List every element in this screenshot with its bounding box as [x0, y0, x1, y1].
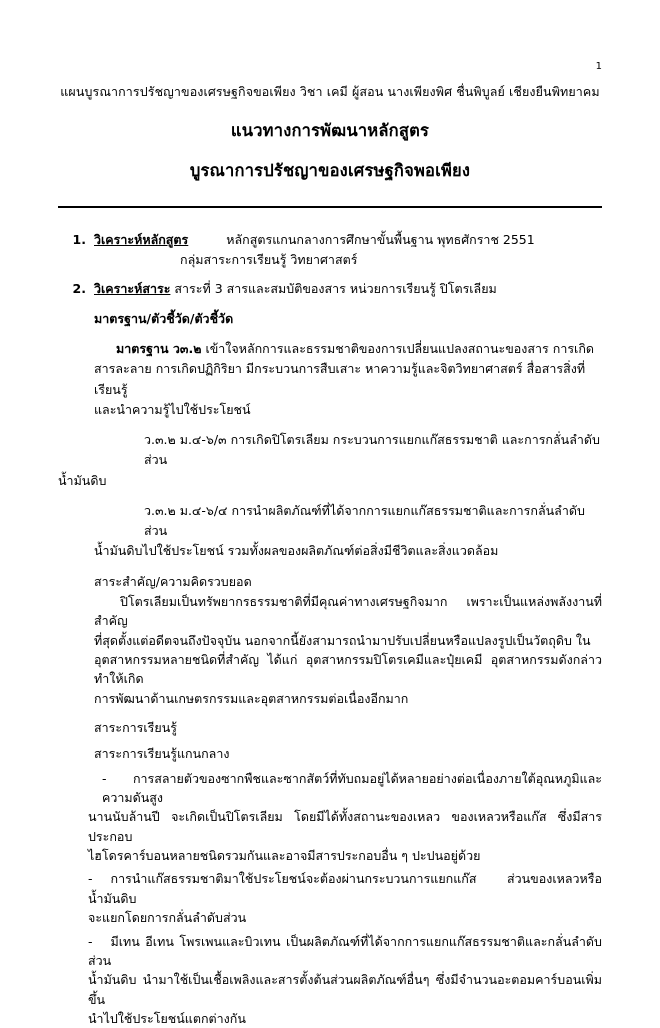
core-learning-heading: สาระการเรียนรู้แกนกลาง — [94, 744, 602, 764]
learning-heading: สาระการเรียนรู้ — [94, 718, 602, 738]
core-learning-line-3: นำไปใช้ประโยชน์แตกต่างกัน — [88, 1009, 602, 1028]
indicator-line-2: น้ำมันดิบ — [58, 471, 602, 491]
core-learning-line-1 — [88, 869, 602, 908]
core-learning-marker: - — [88, 934, 93, 949]
list-item-number: 2. — [58, 279, 94, 299]
concept-paragraph-line-4: การพัฒนาด้านเกษตรกรรมและอุตสาหกรรมต่อเนื่องอีกมาก — [94, 689, 602, 708]
indicator-line-1: การนำผลิตภัณฑ์ที่ได้จากการแยกแก๊สธรรมชาติและการกลั่นลำดับส่วน — [144, 503, 585, 538]
list-item — [88, 932, 602, 1028]
indicator-code: ว.๓.๒ ม.๔-๖/๔ — [144, 503, 228, 518]
core-learning-line-2: น้ำมันดิบ นำมาใช้เป็นเชื้อเพลิงและสารตั้งต้นส่วนผลิตภัณฑ์อื่นๆ ซึ่งมีจำนวนอะตอมคาร์บอนเพิ่มขึ้น — [88, 970, 602, 1009]
document-body — [58, 230, 602, 1028]
standard-block — [116, 339, 602, 359]
standard-label: มาตรฐาน/ตัวชี้วัด/ตัวชี้วัด — [94, 309, 602, 329]
list-item-text: สาระที่ 3 สารและสมบัติของสาร หน่วยการเรียนรู้ ปิโตรเลียม — [174, 281, 496, 296]
list-item-text: หลักสูตรแกนกลางการศึกษาขั้นพื้นฐาน พุทธศักราช 2551 — [226, 232, 534, 247]
core-learning-text: มีเทน อีเทน โพรเพนและบิวเทน เป็นผลิตภัณฑ์ที่ได้จากการแยกแก๊สธรรมชาติและกลั่นลำดับส่วน — [88, 934, 602, 968]
core-learning-marker: - — [102, 771, 107, 786]
list-item — [58, 279, 602, 299]
standard-line-2: สารละลาย การเกิดปฏิกิริยา มีกระบวนการสืบเสาะ หาความรู้และจิตวิทยาศาสตร์ สื่อสารสิ่งที่เรียนรู้ — [94, 359, 602, 400]
concept-paragraph — [94, 592, 602, 708]
indicator-block — [144, 501, 602, 542]
indicator-code: ว.๓.๒ ม.๔-๖/๓ — [144, 432, 227, 447]
core-learning-line-3: ไฮโดรคาร์บอนหลายชนิดรวมกันและอาจมีสารประกอบอื่น ๆ ปะปนอยู่ด้วย — [88, 846, 602, 865]
concept-paragraph-line-3: อุตสาหกรรมหลายชนิดที่สำคัญ ได้แก่ อุตสาหกรรมปิโตรเคมีและปุ๋ยเคมี อุตสาหกรรมดังกล่าวทำให้เกิด — [94, 650, 602, 689]
list-item — [58, 230, 602, 271]
concept-paragraph-line-1: ปิโตรเลียมเป็นทรัพยากรธรรมชาติที่มีคุณค่าทางเศรษฐกิจมาก เพราะเป็นแหล่งพลังงานที่สำคัญ — [94, 592, 602, 631]
page-title: แนวทางการพัฒนาหลักสูตร — [58, 118, 602, 144]
standard-code: มาตรฐาน ว๓.๒ — [116, 341, 201, 356]
list-item — [88, 869, 602, 927]
indicator-block — [144, 430, 602, 471]
core-learning-text: การสลายตัวของซากพืชและซากสัตว์ที่ทับถมอยู่ได้หลายอย่างต่อเนื่องภายใต้อุณหภูมิและความดันสูง — [102, 771, 602, 805]
core-learning-marker: - — [88, 871, 93, 886]
list-item-heading: วิเคราะห์สาระ — [94, 281, 170, 296]
core-learning-text: การนำแก๊สธรรมชาติมาใช้ประโยชน์จะต้องผ่านกระบวนการแยกแก๊ส ส่วนของเหลวหรือน้ำมันดิบ — [88, 871, 602, 905]
standard-line-3: และนำความรู้ไปใช้ประโยชน์ — [94, 400, 602, 420]
page-number: 1 — [596, 62, 602, 72]
standard-line-1: เข้าใจหลักการและธรรมชาติของการเปลี่ยนแปลงสถานะของสาร การเกิด — [205, 341, 594, 356]
indicator-line-2: น้ำมันดิบไปใช้ประโยชน์ รวมทั้งผลของผลิตภัณฑ์ต่อสิ่งมีชีวิตและสิ่งแวดล้อม — [94, 541, 602, 561]
list-item — [88, 769, 602, 866]
horizontal-rule — [58, 206, 602, 208]
page-subtitle: บูรณาการปรัชญาของเศรษฐกิจพอเพียง — [58, 158, 602, 184]
core-learning-line-2: นานนับล้านปี จะเกิดเป็นปิโตรเลียม โดยมีได้ทั้งสถานะของเหลว ของเหลวหรือแก๊ส ซึ่งมีสาร ประกอบ — [88, 807, 602, 846]
list-item-number: 1. — [58, 230, 94, 250]
list-item-subtext: กลุ่มสาระการเรียนรู้ วิทยาศาสตร์ — [180, 250, 602, 270]
list-item-heading: วิเคราะห์หลักสูตร — [94, 232, 188, 247]
indicator-line-1: การเกิดปิโตรเลียม กระบวนการแยกแก๊สธรรมชาติ และการกลั่นลำดับส่วน — [144, 432, 600, 467]
core-learning-line-1 — [102, 769, 602, 808]
concept-heading: สาระสำคัญ/ความคิดรวบยอด — [94, 572, 602, 592]
concept-paragraph-line-2: ที่สุดตั้งแต่อดีตจนถึงปัจจุบัน นอกจากนี้ยังสามารถนำมาปรับเปลี่ยนหรือแปลงรูปเป็นวัตถุดิบ ใน — [94, 631, 602, 650]
core-learning-line-1 — [88, 932, 602, 971]
document-header: แผนบูรณาการปรัชญาของเศรษฐกิจขอเพียง วิชา เคมี ผู้สอน นางเพียงพิศ ชื่นพิบูลย์ เชียงยืนพิทยาคม — [58, 82, 602, 102]
core-learning-line-2: จะแยกโดยการกลั่นลำดับส่วน — [88, 908, 602, 927]
